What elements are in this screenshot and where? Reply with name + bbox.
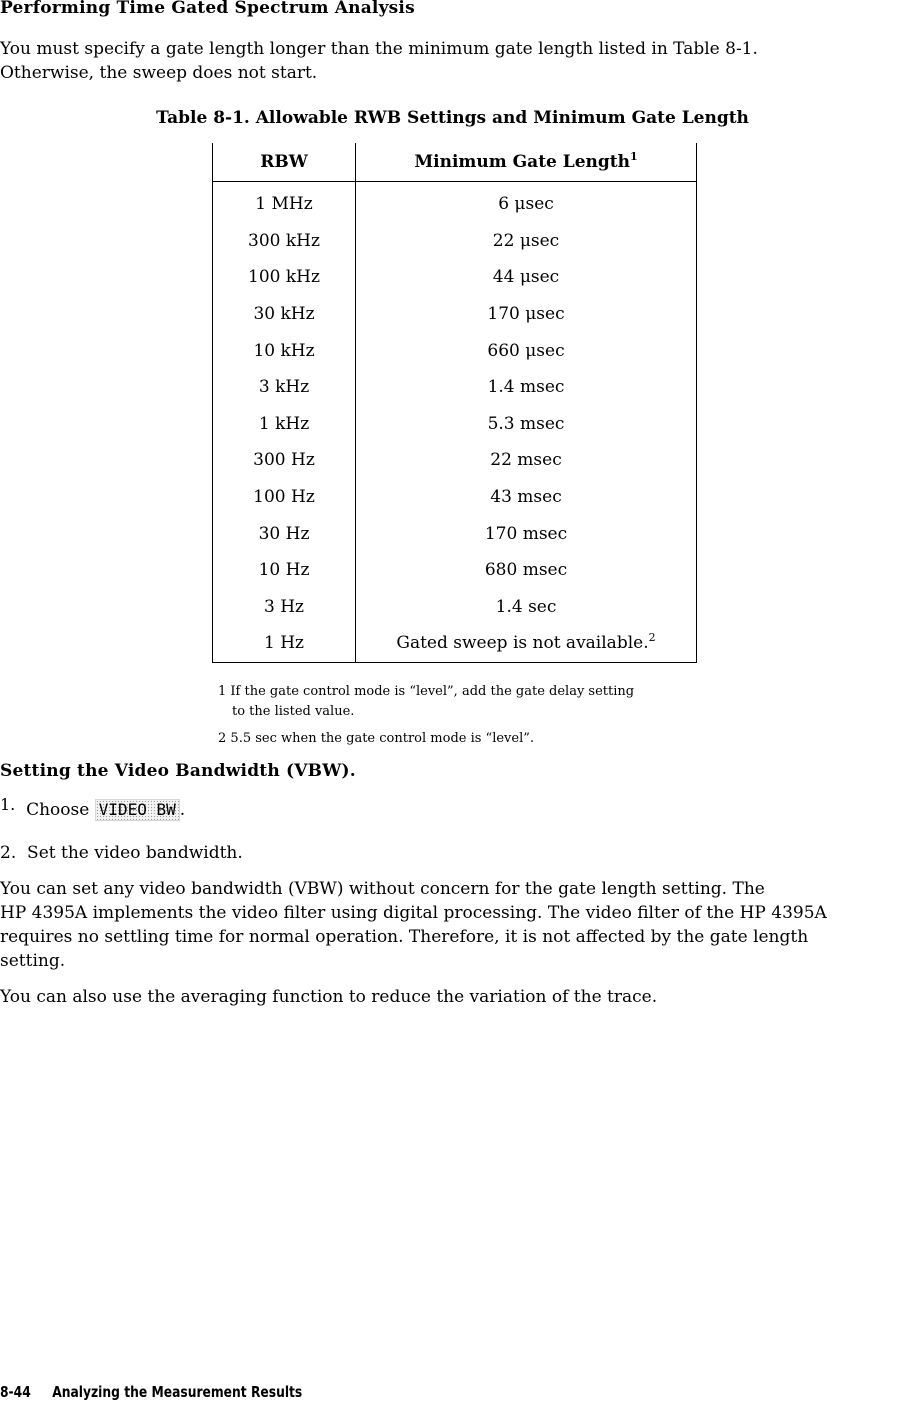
gate-cell <box>356 625 697 662</box>
rbw-cell: 1 kHz <box>213 406 356 443</box>
rbw-cell: 3 kHz <box>213 369 356 406</box>
step-text-end: . <box>179 800 186 820</box>
table-row <box>213 552 697 589</box>
section-title: Performing Time Gated Spectrum Analysis <box>0 0 415 18</box>
gate-length-table <box>212 143 697 663</box>
table-row <box>213 442 697 479</box>
paragraph-line: requires no settling time for normal operation. Therefore, it is not affected by the gate length <box>0 927 809 947</box>
intro-line: Otherwise, the sweep does not start. <box>0 63 318 83</box>
page-number: 8-44 <box>0 1383 31 1401</box>
table-row <box>213 223 697 260</box>
page-footer <box>0 1383 302 1401</box>
step-1 <box>0 795 186 822</box>
footnote-1-continued: to the listed value. <box>232 704 355 719</box>
header-gate-label: Minimum Gate Length <box>414 152 631 172</box>
table-caption: Table 8-1. Allowable RWB Settings and Minimum Gate Length <box>156 108 749 128</box>
step-number: 1. <box>0 795 16 814</box>
gate-cell: 6 μsec <box>356 182 697 223</box>
footnote-ref: 1 <box>630 150 638 163</box>
header-min-gate-length <box>356 143 697 182</box>
rbw-cell: 30 Hz <box>213 515 356 552</box>
gate-cell: 22 msec <box>356 442 697 479</box>
table-row <box>213 332 697 369</box>
gate-cell: 1.4 msec <box>356 369 697 406</box>
table-row <box>213 625 697 662</box>
intro-line: You must specify a gate length longer than the minimum gate length listed in Table 8-1. <box>0 39 758 59</box>
gate-cell: 5.3 msec <box>356 406 697 443</box>
gate-cell: 660 μsec <box>356 332 697 369</box>
footnote-text: If the gate control mode is “level”, add the gate delay setting <box>230 684 635 699</box>
footnote-2 <box>218 729 534 749</box>
footnote-number: 2 <box>218 731 227 746</box>
table-row <box>213 589 697 626</box>
gate-cell: 170 μsec <box>356 296 697 333</box>
footnote-1 <box>218 682 634 702</box>
rbw-cell: 100 Hz <box>213 479 356 516</box>
header-rbw: RBW <box>213 143 356 182</box>
gate-cell: 43 msec <box>356 479 697 516</box>
table-row <box>213 259 697 296</box>
table-row <box>213 515 697 552</box>
step-text: Set the video bandwidth. <box>27 843 243 863</box>
table-header-row <box>213 143 697 182</box>
step-number: 2. <box>0 843 17 863</box>
table-row <box>213 479 697 516</box>
rbw-cell: 1 MHz <box>213 182 356 223</box>
paragraph-line: setting. <box>0 951 66 971</box>
video-bw-softkey[interactable]: VIDEO BW <box>95 799 180 821</box>
gate-cell: 22 μsec <box>356 223 697 260</box>
rbw-cell: 1 Hz <box>213 625 356 662</box>
footnote-number: 1 <box>218 684 227 699</box>
table-row <box>213 369 697 406</box>
table-row <box>213 296 697 333</box>
intro-paragraph <box>0 37 758 85</box>
table-row <box>213 406 697 443</box>
rbw-cell: 10 kHz <box>213 332 356 369</box>
vbw-section-title: Setting the Video Bandwidth (VBW). <box>0 761 356 781</box>
chapter-title: Analyzing the Measurement Results <box>52 1383 303 1401</box>
gate-cell: 680 msec <box>356 552 697 589</box>
paragraph-line: You can set any video bandwidth (VBW) without concern for the gate length setting. The <box>0 879 765 899</box>
step-2 <box>0 841 243 865</box>
gate-cell: 170 msec <box>356 515 697 552</box>
table-row <box>213 182 697 223</box>
vbw-paragraph <box>0 877 827 973</box>
gate-cell: 1.4 sec <box>356 589 697 626</box>
gate-cell: 44 μsec <box>356 259 697 296</box>
footnote-text: 5.5 sec when the gate control mode is “level”. <box>230 731 535 746</box>
rbw-cell: 100 kHz <box>213 259 356 296</box>
rbw-cell: 300 kHz <box>213 223 356 260</box>
rbw-cell: 10 Hz <box>213 552 356 589</box>
paragraph-line: HP 4395A implements the video filter using digital processing. The video filter of the HP 4395A <box>0 903 827 923</box>
rbw-cell: 300 Hz <box>213 442 356 479</box>
footnote-ref: 2 <box>648 631 656 645</box>
averaging-paragraph: You can also use the averaging function to reduce the variation of the trace. <box>0 987 658 1007</box>
step-text: Choose <box>26 800 90 820</box>
rbw-cell: 3 Hz <box>213 589 356 626</box>
rbw-cell: 30 kHz <box>213 296 356 333</box>
gate-cell-text: Gated sweep is not available. <box>396 633 649 654</box>
